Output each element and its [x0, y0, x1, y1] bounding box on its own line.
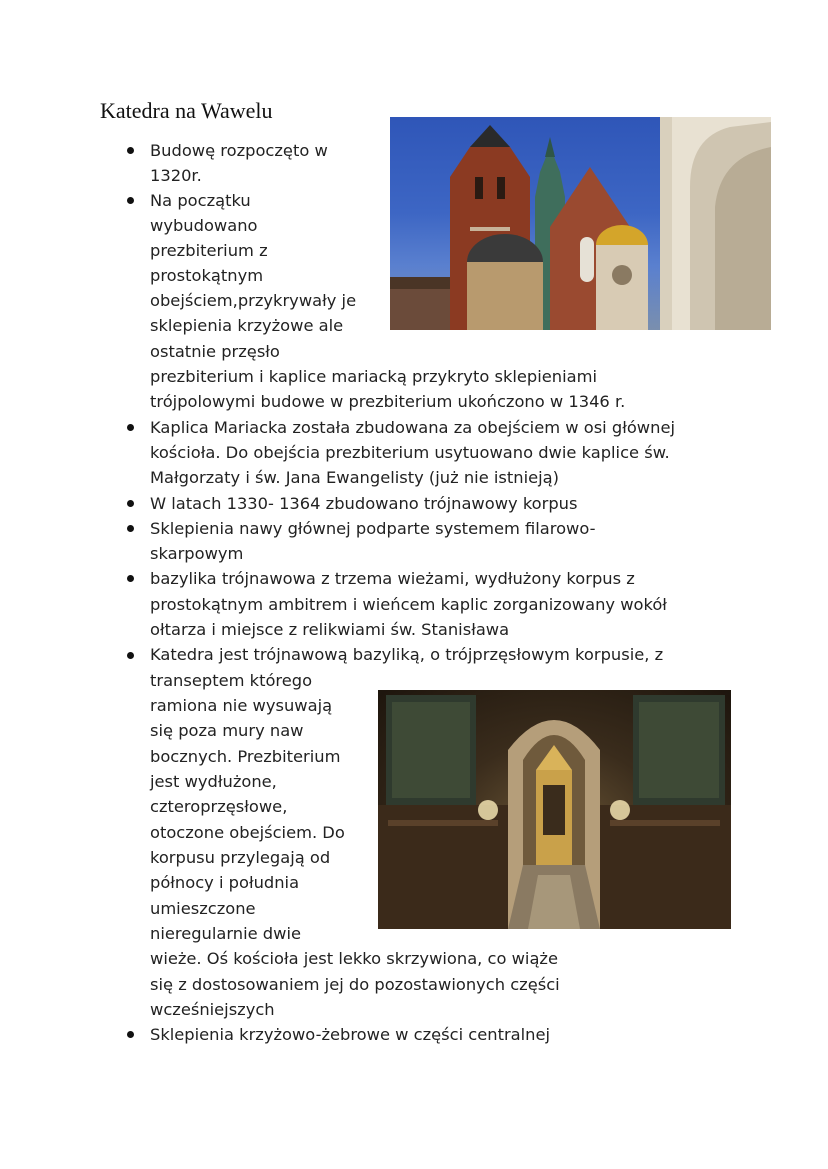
text-line: umieszczone: [150, 899, 256, 918]
text-line: Katedra jest trójnawową bazyliką, o trójprzęsłowym korpusie, z: [150, 645, 664, 664]
bullet: [127, 525, 134, 532]
text-line: Sklepienia nawy głównej podparte systemem filarowo-: [150, 519, 596, 538]
cathedral-interior-illustration: [378, 690, 731, 929]
cathedral-exterior-image: [390, 117, 771, 330]
text-line: Sklepienia krzyżowo-żebrowe w części centralnej: [150, 1025, 551, 1044]
text-line: korpusu przylegają od: [150, 848, 331, 867]
text-line: Kaplica Mariacka została zbudowana za obejściem w osi głównej: [150, 418, 675, 437]
text-line: ramiona nie wysuwają: [150, 696, 333, 715]
bullet: [127, 500, 134, 507]
text-line: 1320r.: [150, 166, 202, 185]
text-line: transeptem którego: [150, 671, 313, 690]
text-line: wybudowano: [150, 216, 258, 235]
text-line: trójpolowymi budowe w prezbiterium ukończono w 1346 r.: [150, 392, 626, 411]
text-line: skarpowym: [150, 544, 244, 563]
page-title: Katedra na Wawelu: [100, 98, 273, 123]
text-line: się poza mury naw: [150, 721, 304, 740]
text-line: ostatnie przęsło: [150, 342, 280, 361]
text-line: czteroprzęsłowe,: [150, 797, 288, 816]
text-line: prezbiterium z: [150, 241, 268, 260]
text-line: W latach 1330- 1364 zbudowano trójnawowy korpus: [150, 494, 578, 513]
text-line: kościoła. Do obejścia prezbiterium usytuowano dwie kaplice św.: [150, 443, 670, 462]
text-line: otoczone obejściem. Do: [150, 823, 345, 842]
text-line: sklepienia krzyżowe ale: [150, 316, 344, 335]
text-line: nieregularnie dwie: [150, 924, 301, 943]
bullet: [127, 652, 134, 659]
text-line: Budowę rozpoczęto w: [150, 141, 328, 160]
text-line: prostokątnym ambitrem i wieńcem kaplic zorganizowany wokół: [150, 595, 667, 614]
cathedral-exterior-illustration: [390, 117, 771, 330]
bullet: [127, 197, 134, 204]
text-line: ołtarza i miejsce z relikwiami św. Stanisława: [150, 620, 510, 639]
text-line: bocznych. Prezbiterium: [150, 747, 341, 766]
text-line: bazylika trójnawowa z trzema wieżami, wydłużony korpus z: [150, 569, 635, 588]
bullet: [127, 575, 134, 582]
text-line: obejściem,przykrywały je: [150, 291, 357, 310]
text-line: prezbiterium i kaplice mariacką przykryto sklepieniami: [150, 367, 597, 386]
bullet: [127, 1031, 134, 1038]
bullet: [127, 424, 134, 431]
text-line: północy i południa: [150, 873, 300, 892]
text-line: Na początku: [150, 191, 251, 210]
text-line: jest wydłużone,: [150, 772, 277, 791]
text-line: wieże. Oś kościoła jest lekko skrzywiona, co wiąże: [150, 949, 558, 968]
text-line: Małgorzaty i św. Jana Ewangelisty (już nie istnieją): [150, 468, 559, 487]
text-line: wcześniejszych: [150, 1000, 275, 1019]
text-line: się z dostosowaniem jej do pozostawionych części: [150, 975, 560, 994]
bullet: [127, 147, 134, 154]
cathedral-interior-image: [378, 690, 731, 929]
text-line: prostokątnym: [150, 266, 264, 285]
